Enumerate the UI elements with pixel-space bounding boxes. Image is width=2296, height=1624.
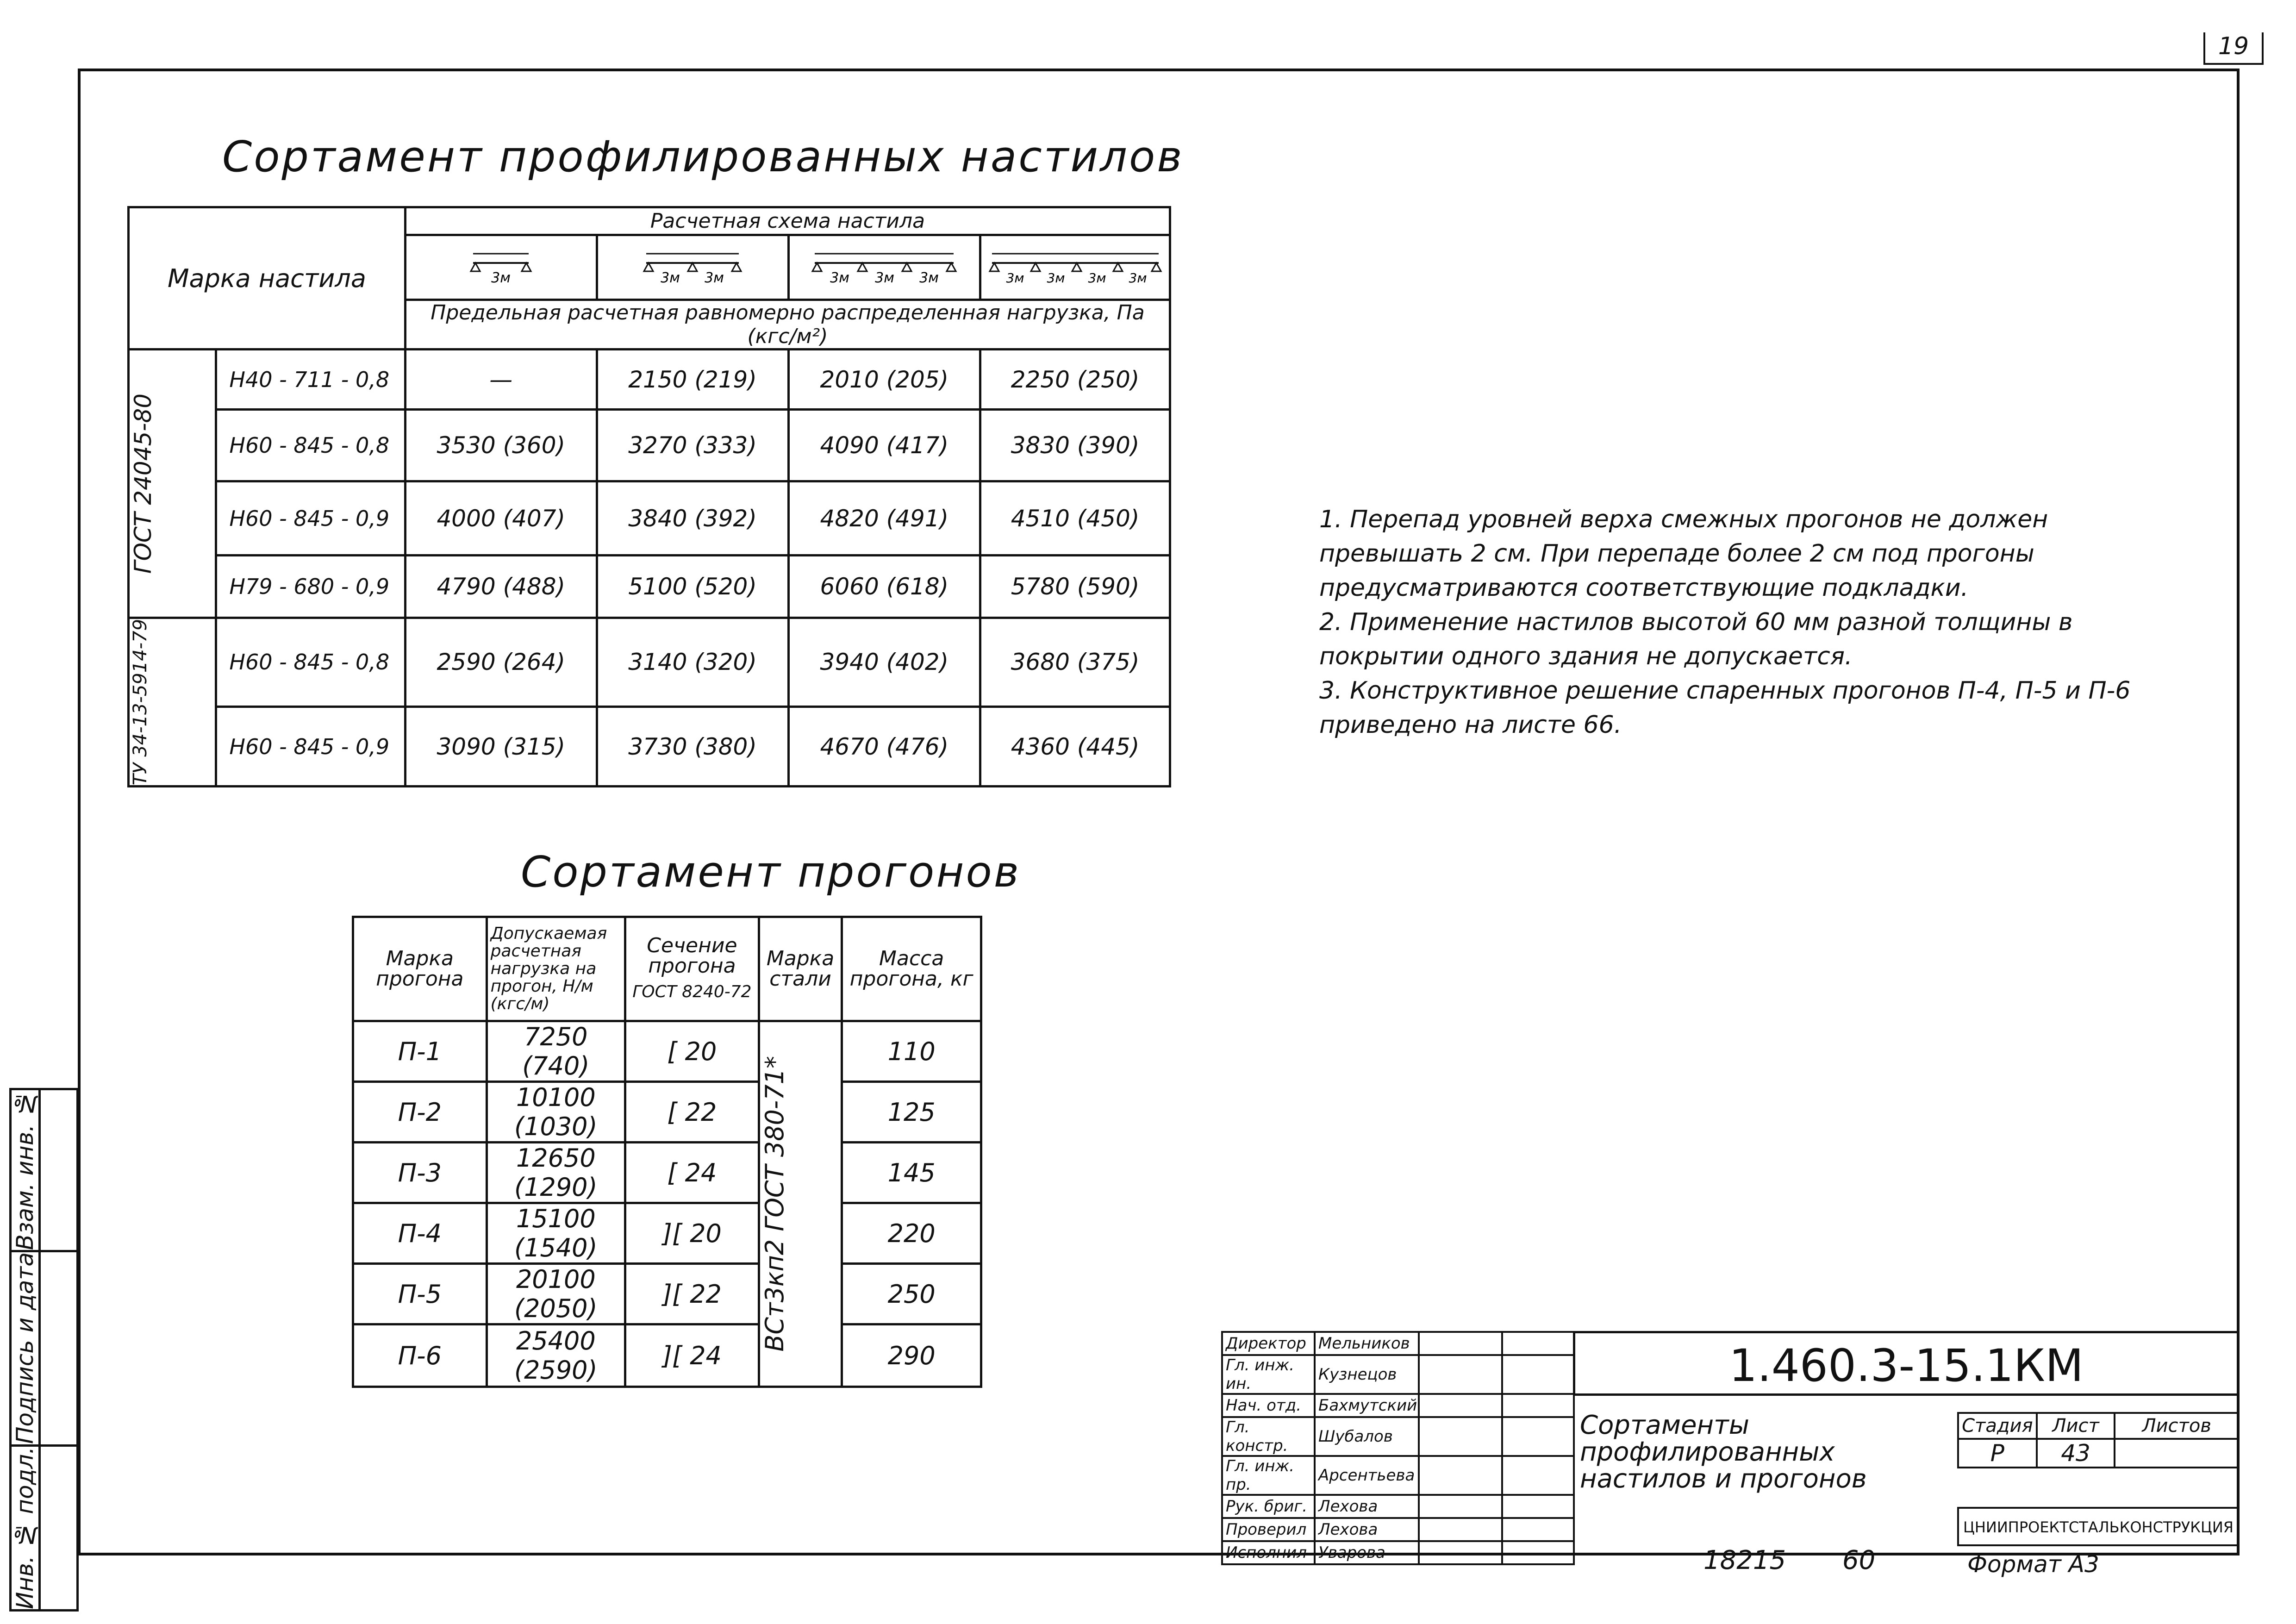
svg-text:3м: 3м (830, 269, 850, 286)
standard-tu: ТУ 34-13-5914-79 (129, 618, 216, 787)
beam-scheme-2-icon (639, 249, 746, 286)
steel-grade: ВСт3кп2 ГОСТ 380-71* (759, 1021, 842, 1387)
table-row: ТУ 34-13-5914-79 Н60 - 845 - 0,8 2590 (264) 3140 (320) 3940 (402) 3680 (375) (129, 618, 1170, 707)
purlin-table (352, 916, 982, 1388)
svg-text:3м: 3м (1006, 270, 1024, 286)
scheme-single-span (405, 235, 597, 300)
beam-scheme-1-icon (464, 249, 538, 286)
table-row: Н60 - 845 - 0,9 3090 (315) 3730 (380) 4670 (476) 4360 (445) (129, 706, 1170, 787)
table-row: П-1 7250 (740) [ 20 ВСт3кп2 ГОСТ 380-71* 110 (353, 1021, 981, 1082)
signatures-table: Директор Мельников Гл. инж. ин. Кузнецов Нач. отд. Бахмутский Гл. констр. Шубалов Гл. инж. пр. Арсентьева Рук. бриг. Лехова Проверил Лехова Исполнил Уварова (1221, 1331, 1575, 1565)
table-row: Н79 - 680 - 0,9 4790 (488) 5100 (520) 6060 (618) 5780 (590) (129, 556, 1170, 618)
svg-text:3м: 3м (1047, 270, 1065, 286)
note-3: 3. Конструктивное решение спаренных прогонов П-4, П-5 и П-6 приведено на листе 66. (1319, 677, 2131, 739)
scheme-two-span (597, 235, 788, 300)
beam-scheme-3-icon (808, 249, 961, 286)
table-row: П-4 15100 (1540) ][ 20 220 (353, 1203, 981, 1264)
side-stamp: Взам. инв. № Подпись и дата Инв. № подл. (9, 1088, 79, 1612)
svg-text:3м: 3м (705, 269, 724, 286)
notes-block (1319, 502, 2199, 742)
h-mark: Марка прогона (353, 917, 487, 1021)
h-section: Сечение прогона ГОСТ 8240-72 (625, 917, 759, 1021)
table-row: Н60 - 845 - 0,8 3530 (360) 3270 (333) 4090 (417) 3830 (390) (129, 410, 1170, 481)
deck-table-title: Сортамент профилированных настилов (222, 132, 1184, 181)
standard-gost: ГОСТ 24045-80 (129, 350, 216, 618)
svg-text:3м: 3м (1088, 270, 1106, 286)
table-row: П-3 12650 (1290) [ 24 145 (353, 1143, 981, 1203)
h-steel: Марка стали (759, 917, 842, 1021)
purlin-table-title: Сортамент прогонов (521, 847, 1021, 897)
bottom-number-1: 18215 (1703, 1545, 1786, 1575)
svg-text:3м: 3м (1129, 270, 1147, 286)
table-row: П-6 25400 (2590) ][ 24 290 (353, 1324, 981, 1387)
h-mass: Масса прогона, кг (842, 917, 981, 1021)
col-mark-header: Марка настила (129, 207, 406, 350)
scheme-three-span (788, 235, 980, 300)
table-row: Н60 - 845 - 0,9 4000 (407) 3840 (392) 4820 (491) 4510 (450) (129, 481, 1170, 556)
document-title: Сортаменты профилированных настилов и прогонов (1580, 1410, 1867, 1494)
format-label: Формат А3 (1967, 1551, 2099, 1578)
bottom-number-2: 60 (1842, 1545, 1876, 1575)
table-row: ГОСТ 24045-80 Н40 - 711 - 0,8 — 2150 (219) 2010 (205) 2250 (250) (129, 350, 1170, 410)
svg-text:3м: 3м (491, 269, 511, 286)
note-2: 2. Применение настилов высотой 60 мм разной толщины в покрытии одного здания не допускается. (1319, 608, 2073, 670)
svg-text:3м: 3м (875, 269, 895, 286)
sheet-corner-number: 19 (2203, 32, 2264, 65)
svg-text:3м: 3м (919, 269, 939, 286)
svg-text:3м: 3м (661, 269, 680, 286)
organization: ЦНИИПРОЕКТСТАЛЬКОНСТРУКЦИЯ (1957, 1507, 2240, 1546)
table-row: П-5 20100 (2050) ][ 22 250 (353, 1264, 981, 1324)
beam-scheme-4-icon (987, 249, 1163, 286)
h-load: Допускаемая расчетная нагрузка на прогон, Н/м (кгс/м) (487, 917, 625, 1021)
document-code: 1.460.3-15.1КМ (1573, 1331, 2240, 1396)
deck-table (127, 206, 1171, 787)
scheme-header: Расчетная схема настила (405, 207, 1170, 235)
table-row: П-2 10100 (1030) [ 22 125 (353, 1082, 981, 1143)
load-caption: Предельная расчетная равномерно распределенная нагрузка, Па (кгс/м²) (405, 300, 1170, 350)
note-1: 1. Перепад уровней верха смежных прогонов не должен превышать 2 см. При перепаде более 2 см под прогоны предусматриваются соответствующие подкладки. (1319, 506, 2048, 602)
scheme-four-span (980, 235, 1170, 300)
stage-table: Стадия Лист Листов Р 43 (1957, 1412, 2240, 1468)
